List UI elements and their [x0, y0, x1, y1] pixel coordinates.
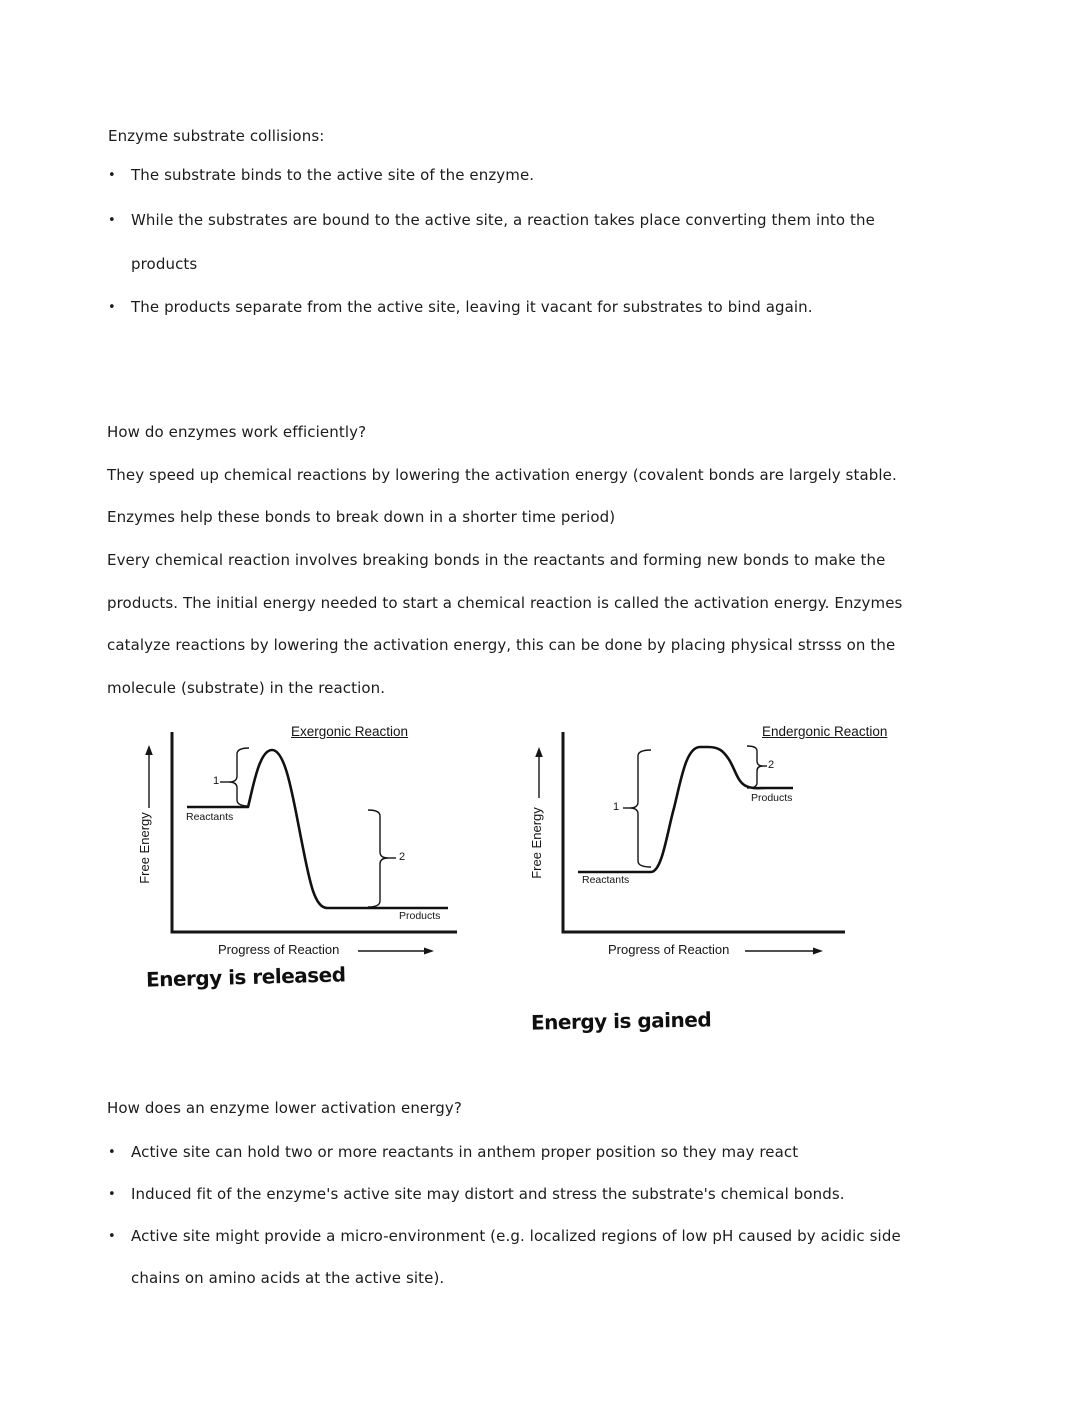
section3-heading: How does an enzyme lower activation energy? — [107, 1099, 462, 1117]
bracket-1 — [630, 750, 651, 867]
note-text: The substrate binds to the active site of the enzyme. — [131, 166, 535, 184]
exergonic-energy-curve-svg — [130, 718, 500, 968]
section1-heading: Enzyme substrate collisions: — [108, 127, 325, 145]
note-line: Enzymes help these bonds to break down in a shorter time period) — [107, 508, 616, 526]
note-line: They speed up chemical reactions by lowering the activation energy (covalent bonds are largely stable. — [107, 466, 897, 484]
note-line: molecule (substrate) in the reaction. — [107, 679, 386, 697]
note-text: Induced fit of the enzyme's active site may distort and stress the substrate's chemical bonds. — [131, 1185, 845, 1203]
free-energy-axis-label: Free Energy — [529, 807, 544, 879]
reactants-label: Reactants — [186, 811, 234, 823]
progress-axis-label: Progress of Reaction — [218, 942, 340, 957]
note-continuation-line: products — [131, 255, 198, 273]
note-line: Every chemical reaction involves breaking bonds in the reactants and forming new bonds to make the — [107, 551, 886, 569]
annotation-energy-released: Energy is released — [145, 962, 346, 992]
products-label: Products — [751, 792, 793, 804]
products-label: Products — [399, 910, 441, 922]
bullet-icon: • — [108, 300, 116, 315]
note-line: catalyze reactions by lowering the activation energy, this can be done by placing physical strsss on the — [107, 636, 896, 654]
endergonic-diagram — [520, 718, 910, 968]
bracket-2 — [747, 746, 763, 788]
reaction-curve — [187, 750, 448, 908]
note-text: While the substrates are bound to the active site, a reaction takes place converting them into the — [131, 211, 875, 229]
bracket-1 — [229, 748, 249, 806]
activation-energy-marker: 1 — [613, 801, 620, 813]
diagram-title: Exergonic Reaction — [291, 724, 409, 739]
bullet-item — [108, 211, 875, 230]
energy-change-marker: 2 — [399, 851, 406, 863]
note-line: products. The initial energy needed to start a chemical reaction is called the activation energy. Enzymes — [107, 594, 903, 612]
bullet-icon: • — [108, 213, 116, 228]
annotation-energy-gained: Energy is gained — [530, 1007, 712, 1035]
bullet-icon: • — [108, 1229, 116, 1244]
energy-change-marker: 2 — [768, 759, 775, 771]
axes — [172, 732, 457, 932]
bullet-item — [108, 298, 813, 317]
bullet-icon: • — [108, 1145, 116, 1160]
note-text: The products separate from the active site, leaving it vacant for substrates to bind again. — [131, 298, 813, 316]
diagram-title: Endergonic Reaction — [762, 724, 888, 739]
free-energy-axis-label: Free Energy — [137, 812, 152, 884]
exergonic-diagram — [130, 718, 500, 968]
reactants-label: Reactants — [582, 874, 630, 886]
x-axis-arrowhead — [424, 948, 434, 955]
progress-axis-label: Progress of Reaction — [608, 942, 730, 957]
bullet-item — [108, 1143, 798, 1162]
y-axis-arrowhead — [535, 747, 543, 757]
axes — [563, 732, 845, 932]
bullet-item — [108, 1227, 901, 1246]
x-axis-arrowhead — [813, 948, 823, 955]
y-axis-arrowhead — [145, 745, 153, 755]
endergonic-energy-curve-svg — [520, 718, 910, 968]
note-text: Active site might provide a micro-environment (e.g. localized regions of low pH caused by acidic side — [131, 1227, 901, 1245]
bullet-item — [108, 1185, 845, 1204]
note-continuation-line: chains on amino acids at the active site). — [131, 1269, 445, 1287]
bracket-2 — [368, 810, 388, 907]
bullet-icon: • — [108, 1187, 116, 1202]
bullet-item — [108, 166, 534, 185]
bullet-icon: • — [108, 168, 116, 183]
activation-energy-marker: 1 — [213, 775, 220, 787]
section2-heading: How do enzymes work efficiently? — [107, 423, 367, 441]
note-text: Active site can hold two or more reactants in anthem proper position so they may react — [131, 1143, 799, 1161]
